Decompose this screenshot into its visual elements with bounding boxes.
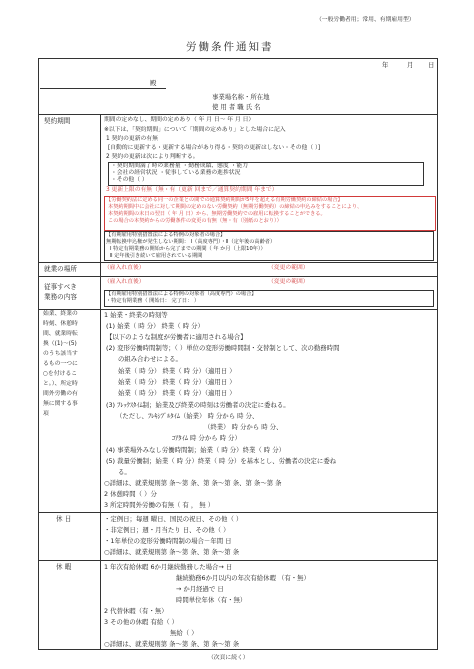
- workplace-initial[interactable]: （雇入れ直後）: [104, 265, 145, 271]
- hours-label-line: るもの一つに: [43, 361, 78, 367]
- addressee-suffix: 殿: [150, 79, 157, 87]
- hours-line-flex-detail-3[interactable]: ｺｱﾀｲﾑ 時 分から 時 分）: [172, 434, 241, 442]
- special-measures-2[interactable]: Ⅰ 特定有期業務の開始から完了までの期間（ 年 か月（上限10年））: [110, 246, 266, 252]
- special-measures-3: Ⅱ 定年後引き続いて雇用されている期間: [110, 253, 203, 259]
- divider: [38, 276, 438, 277]
- date-month-label: 月: [407, 61, 414, 69]
- renewal-title: 1 契約の更新の有無: [106, 136, 158, 142]
- hours-line-flex[interactable]: (3) ﾌﾚｯｸｽﾀｲﾑ制；始業及び終業の時刻は労働者の決定に委ねる。: [106, 401, 290, 409]
- leave-label: 休 暇: [56, 563, 72, 571]
- duties-special-title: 【有期雇用特別措置法による特例の対象者（高度専門）の場合】: [106, 291, 257, 297]
- divider: [38, 262, 438, 263]
- divider: [38, 309, 438, 310]
- special-measures-1[interactable]: 無期転換申込権が発生しない期間： Ⅰ（高度専門）・Ⅱ（定年後の高齢者）: [106, 239, 276, 245]
- contract-period-line[interactable]: 期間の定めなし、期間の定めあり（ 年 月 日～ 年 月 日）: [104, 117, 255, 123]
- hours-line-rules-ref[interactable]: ○詳細は、就業規則第 条～第 条、第 条～第 条、第 条～第 条: [104, 479, 282, 487]
- label-column-divider: [100, 114, 101, 650]
- hours-line-3: 【以下のような制度が労働者に適用される場合】: [106, 333, 247, 341]
- form-type-note: （一般労働者用；常用、有期雇用型）: [316, 17, 415, 23]
- hours-shift-3[interactable]: 始業（ 時 分） 終業（ 時 分）（適用日 ）: [118, 389, 236, 397]
- hours-line-2[interactable]: (1) 始業（ 時 分） 終業（ 時 分）: [106, 322, 204, 330]
- hours-label-line: 項: [43, 411, 49, 417]
- leave-line-6[interactable]: 3 その他の休暇 有給（ ）: [104, 618, 179, 626]
- divider: [38, 560, 438, 561]
- hours-line-break[interactable]: 2 休憩時間（ ）分: [104, 490, 157, 498]
- hours-shift-2[interactable]: 始業（ 時 分） 終業（ 時 分）（適用日 ）: [118, 378, 236, 386]
- hours-line-discretionary[interactable]: (5) 裁量労働制；始業（ 時 分）終業（ 時 分）を基本とし、労働者の決定に委ね: [106, 457, 337, 465]
- holidays-label: 休 日: [56, 515, 72, 523]
- continued-note: （次頁に続く）: [208, 655, 249, 661]
- divider: [38, 512, 438, 513]
- hours-line-5: の組み合わせによる。: [118, 355, 182, 363]
- hours-label-line: 間外労働の有: [43, 391, 78, 397]
- duties-range[interactable]: （変更の範囲）: [268, 279, 309, 285]
- leave-line-8[interactable]: ○詳細は、就業規則第 条～第 条、第 条～第 条: [104, 640, 240, 648]
- employer-location-label: 事業場名称・所在地: [212, 93, 270, 101]
- workplace-label: 就業の場所: [44, 265, 77, 273]
- holidays-line-1[interactable]: ・定例日；毎週 曜日、国民の祝日、その他（ ）: [104, 515, 243, 523]
- hours-label-line: と。）、所定時: [43, 381, 78, 387]
- date-year-label: 年: [382, 61, 389, 69]
- hours-line-flex-detail-2[interactable]: （終業） 時 分から 時 分、: [204, 423, 283, 431]
- duties-label-1: 従事すべき: [44, 283, 77, 291]
- hours-line-4[interactable]: (2) 変形労働時間制等；（ ）単位の変形労働時間制・交替制として、次の勤務時間: [106, 344, 340, 352]
- hours-shift-1[interactable]: 始業（ 時 分） 終業（ 時 分）（適用日 ）: [118, 367, 236, 375]
- hours-label-line: 無に関する事: [43, 401, 78, 407]
- addressee-field[interactable]: [40, 88, 166, 89]
- leave-line-3[interactable]: → か月経過で 日: [176, 585, 224, 593]
- renewal-criteria-3[interactable]: ・その他（ ）: [111, 177, 148, 183]
- fixed-term-note: ※以下は、「契約期間」について「期間の定めあり」とした場合に記入: [104, 127, 286, 133]
- holidays-line-2[interactable]: ・非定例日；週・月当たり 日、その他（ ）: [104, 526, 230, 534]
- hours-label-line: ○を付けるこ: [43, 371, 78, 377]
- conversion-text-2: 本契約期間の末日の翌日（ 年 月 日）から、無期労働契約での雇用に転換することができる。: [108, 211, 326, 217]
- renewal-criteria-2[interactable]: ・会社の経営状況 ・従事している業務の進捗状況: [111, 170, 241, 176]
- hours-line-overtime[interactable]: 3 所定時間外労働の有無（ 有 ， 無 ）: [104, 501, 215, 509]
- leave-line-2[interactable]: 継続勤務6か月以内の年次有給休暇 （有・無）: [176, 574, 310, 582]
- leave-line-5[interactable]: 2 代替休暇（有・無）: [104, 607, 168, 615]
- renewal-options[interactable]: [自動的に更新する・更新する場合があり得る・契約の更新はしない・その他（ ）]: [108, 145, 321, 151]
- leave-line-4[interactable]: 時間単位年休（有・無）: [176, 596, 247, 604]
- hours-label-line: 時刻、休憩時: [43, 321, 78, 327]
- holidays-line-3[interactable]: ・1年単位の変形労働時間制の場合－年間 日: [104, 537, 232, 545]
- duties-label-2: 業務の内容: [44, 293, 77, 301]
- renewal-limit-line[interactable]: 3 更新上限の有無（無・有（更新 回まで／通算契約期間 年まで）: [106, 187, 278, 193]
- leave-line-7[interactable]: 無給（ ）: [170, 629, 198, 637]
- conversion-text-3: この場合の本契約からの労働条件の変更の有無（無・有（別紙のとおり））: [108, 218, 282, 224]
- holidays-line-4[interactable]: ○詳細は、就業規則第 条～第 条、第 条～第 条: [104, 548, 240, 556]
- hours-label-line: 間、就業時転: [43, 331, 78, 337]
- conversion-title: 【労働契約法に定める同一の企業との間での通算契約期間が5年を超える有期労働契約の締結の場合】: [106, 197, 343, 203]
- hours-label-line: のうち該当す: [43, 351, 78, 357]
- contract-period-label: 契約期間: [44, 117, 71, 125]
- employer-name-label: 使 用 者 職 氏 名: [212, 103, 261, 111]
- hours-line-1: 1 始業・終業の時刻等: [104, 311, 168, 319]
- leave-line-1[interactable]: 1 年次有給休暇 6か月継続勤務した場合→ 日: [104, 563, 233, 571]
- renewal-criteria-1[interactable]: ・契約期間満了時の業務量 ・勤務成績、態度 ・能力: [111, 163, 249, 169]
- hours-label-line: 始業、終業の: [43, 311, 78, 317]
- document-title: 労働条件通知書: [186, 41, 274, 53]
- duties-initial[interactable]: （雇入れ直後）: [104, 279, 145, 285]
- hours-label-line: 換（(1)～(5): [43, 341, 77, 347]
- divider: [38, 114, 438, 115]
- hours-line-discretionary-cont: る。: [118, 468, 131, 476]
- hours-line-offsite[interactable]: (4) 事業場外みなし労働時間制；始業（ 時 分）終業（ 時 分）: [106, 446, 285, 454]
- workplace-range[interactable]: （変更の範囲）: [268, 265, 309, 271]
- special-measures-title: 【有期雇用特別措置法による特例の対象者の場合】: [106, 232, 226, 238]
- hours-line-flex-detail-1[interactable]: （ただし、ﾌﾚｷｼﾌﾞﾙﾀｲﾑ（始業） 時 分から 時 分、: [116, 412, 259, 420]
- conversion-text-1: 本契約期間中に会社に対して期間の定めのない労働契約（無期労働契約）の締結の申込みをすることにより、: [108, 204, 363, 210]
- duties-special-line[interactable]: ・特定有期業務（ 開始日： 完了日： ）: [106, 298, 200, 304]
- date-day-label: 日: [428, 61, 435, 69]
- renewal-criteria-title: 2 契約の更新は次により判断する。: [106, 154, 199, 160]
